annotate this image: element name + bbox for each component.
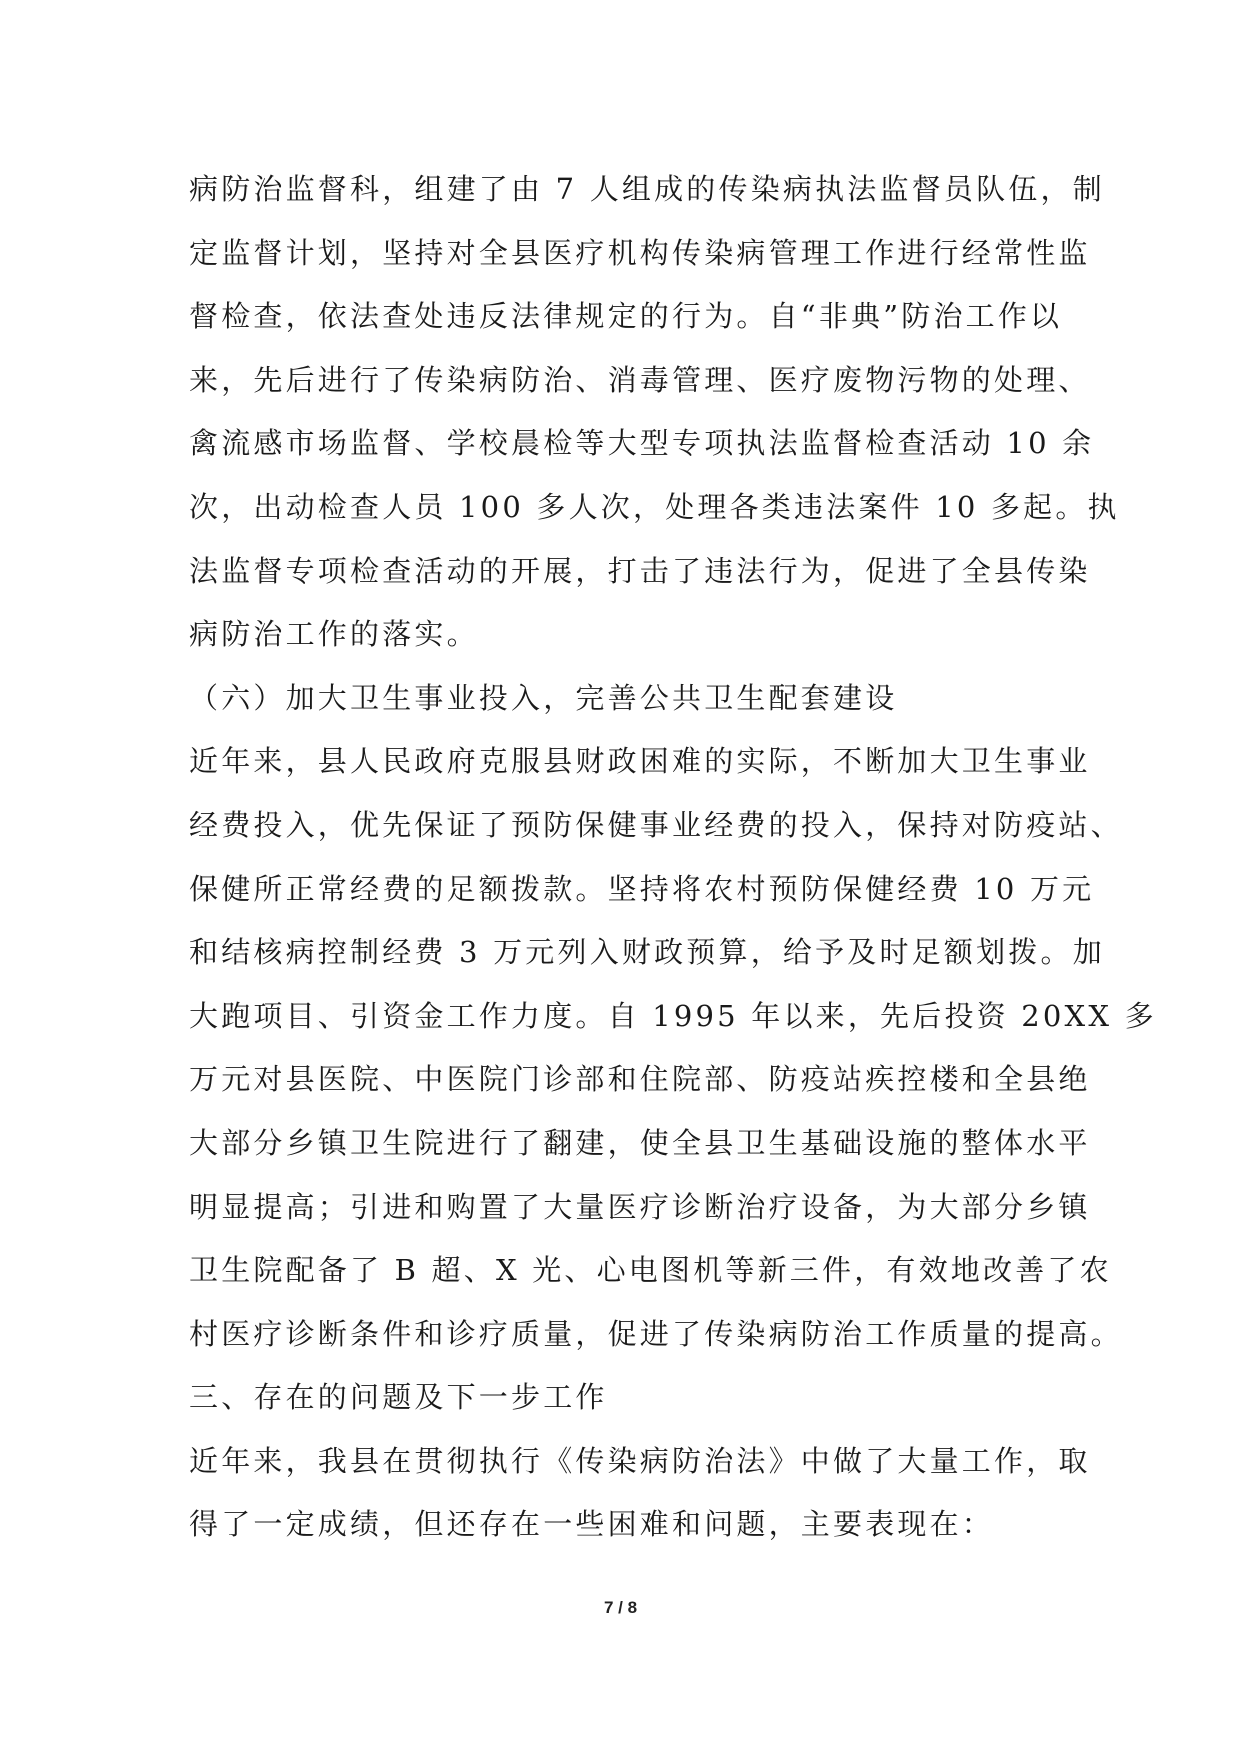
text-line: 法监督专项检查活动的开展，打击了违法行为，促进了全县传染: [189, 553, 1091, 588]
text-line: 定监督计划，坚持对全县医疗机构传染病管理工作进行经常性监: [189, 235, 1091, 270]
text-line: 经费投入，优先保证了预防保健事业经费的投入，保持对防疫站、: [189, 807, 1123, 842]
text-line: 大跑项目、引资金工作力度。自 1995 年以来，先后投资 20XX 多: [189, 998, 1157, 1033]
page-number: 7 / 8: [603, 1598, 638, 1617]
text-line: 次，出动检查人员 100 多人次，处理各类违法案件 10 多起。执: [189, 489, 1120, 524]
text-line: 村医疗诊断条件和诊疗质量，促进了传染病防治工作质量的提高。: [189, 1316, 1123, 1351]
text-line: 和结核病控制经费 3 万元列入财政预算，给予及时足额划拨。加: [189, 935, 1105, 970]
text-line: 病防治监督科，组建了由 7 人组成的传染病执法监督员队伍，制: [189, 172, 1105, 206]
text-line: 近年来，我县在贯彻执行《传染病防治法》中做了大量工作，取: [189, 1443, 1091, 1478]
section-heading: （六）加大卫生事业投入，完善公共卫生配套建设: [189, 680, 898, 715]
text-line: 大部分乡镇卫生院进行了翻建，使全县卫生基础设施的整体水平: [189, 1125, 1091, 1160]
text-line: 万元对县医院、中医院门诊部和住院部、防疫站疾控楼和全县绝: [189, 1062, 1091, 1097]
text-line: 明显提高；引进和购置了大量医疗诊断治疗设备，为大部分乡镇: [189, 1189, 1091, 1224]
text-line: 近年来，县人民政府克服县财政困难的实际，不断加大卫生事业: [189, 744, 1091, 779]
text-line: 病防治工作的落实。: [189, 617, 479, 652]
text-line: 卫生院配备了 B 超、X 光、心电图机等新三件，有效地改善了农: [189, 1253, 1112, 1288]
text-line: 来，先后进行了传染病防治、消毒管理、医疗废物污物的处理、: [189, 362, 1091, 397]
section-heading: 三、存在的问题及下一步工作: [189, 1380, 608, 1415]
body-text: [189, 158, 1157, 1557]
text-line: 督检查，依法查处违反法律规定的行为。自“非典”防治工作以: [189, 299, 1063, 334]
text-line: 保健所正常经费的足额拨款。坚持将农村预防保健经费 10 万元: [189, 871, 1095, 906]
text-line: 禽流感市场监督、学校晨检等大型专项执法监督检查活动 10 余: [189, 426, 1095, 461]
text-line: 得了一定成绩，但还存在一些困难和问题，主要表现在：: [189, 1507, 995, 1542]
